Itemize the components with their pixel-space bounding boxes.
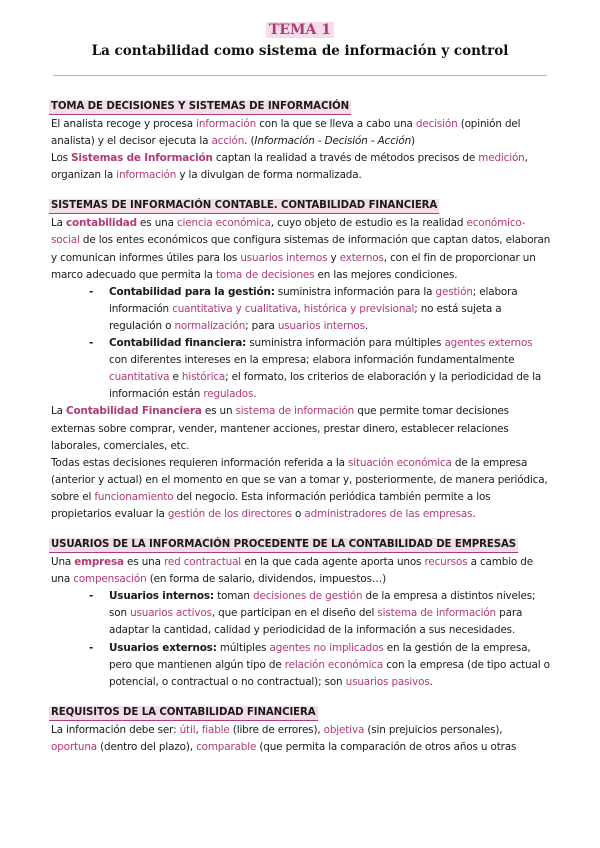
section-sistemas-contables [51,197,551,523]
bullet-list [51,588,551,691]
tema-label [0,22,600,38]
section-decisiones [51,98,551,184]
section-heading: USUARIOS DE LA INFORMACIÓN PROCEDENTE DE LA CONTABILIDAD DE EMPRESAS [49,538,518,553]
document-body [51,98,551,756]
paragraph: Los Sistemas de Información captan la realidad a través de métodos precisos de medición, organizan la información y la divulgan de forma normalizada. [51,152,528,182]
paragraph: La contabilidad es una ciencia económica, cuyo objeto de estudio es la realidad económico-social de los entes económicos que configura sistemas de información que captan datos, elaboran y comunican informes útiles para los usuarios internos y externos, con el fin de proporcionar un marco adecuado que permita la toma de decisiones en las mejores condiciones. [51,217,551,281]
document-title: La contabilidad como sistema de información y control [91,43,509,59]
paragraph: Una empresa es una red contractual en la que cada agente aporta unos recursos a cambio de una compensación (en forma de salario, dividendos, impuestos…) [51,556,533,586]
list-item: - Contabilidad financiera: suministra información para múltiples agentes externos con diferentes intereses en la empresa; elabora información fundamentalmente cuantitativa e histórica; el formato, los criterios de elaboración y la periodicidad de la información están regulados. [109,335,551,403]
section-heading: REQUISITOS DE LA CONTABILIDAD FINANCIERA [49,706,318,721]
section-usuarios [51,536,551,691]
paragraph: La información debe ser: útil, fiable (libre de errores), objetiva (sin prejuicios personales), oportuna (dentro del plazo), comparable (que permita la comparación de otros años u otras [51,723,517,753]
section-heading: TOMA DE DECISIONES Y SISTEMAS DE INFORMACIÓN [49,100,351,115]
list-item: - Usuarios externos: múltiples agentes no implicados en la gestión de la empresa, pero que mantienen algún tipo de relación económica con la empresa (de tipo actual o potencial, o contractual o no contractual); son usuarios pasivos. [109,640,551,691]
paragraph: El analista recoge y procesa información con la que se lleva a cabo una decisión (opinión del analista) y el decisor ejecuta la acción. (Información - Decisión - Acción) [51,118,521,148]
bullet-list [51,284,551,404]
list-item: - Usuarios internos: toman decisiones de gestión de la empresa a distintos niveles; son usuarios activos, que participan en el diseño del sistema de información para adaptar la cantidad, calidad y periodicidad de la información a sus necesidades. [109,588,551,639]
paragraph: Todas estas decisiones requieren información referida a la situación económica de la empresa (anterior y actual) en el momento en que se van a tomar y, posteriormente, de manera periódica, sobre el funcionamiento del negocio. Esta información periódica también permite a los propietarios evaluar la gestión de los directores o administradores de las empresas. [51,456,548,520]
tema-text: TEMA 1 [266,22,334,38]
section-requisitos [51,704,551,756]
section-heading: SISTEMAS DE INFORMACIÓN CONTABLE. CONTABILIDAD FINANCIERA [49,199,439,214]
paragraph: La Contabilidad Financiera es un sistema de información que permite tomar decisiones externas sobre comprar, vender, mantener acciones, prestar dinero, establecer relaciones laborales, comerciales, etc. [51,405,509,452]
list-item: - Contabilidad para la gestión: suministra información para la gestión; elabora información cuantitativa y cualitativa, histórica y previsional; no está sujeta a regulación o normalización; para usuarios internos. [109,284,551,335]
title-divider [53,75,547,76]
